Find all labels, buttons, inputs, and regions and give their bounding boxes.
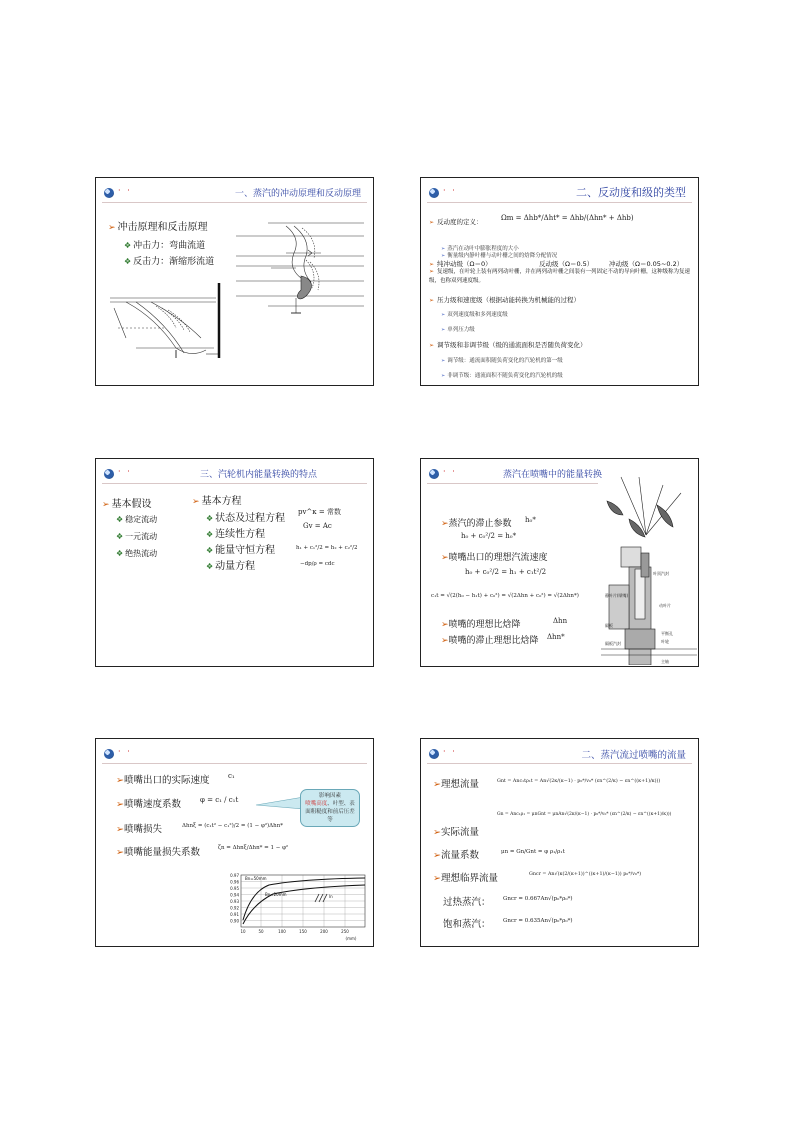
speed-coefficient-chart xyxy=(221,872,369,944)
series-label: Bn=50mm xyxy=(245,876,267,881)
x-tick: 150 xyxy=(299,929,307,934)
slide-reaction-degree xyxy=(420,177,699,386)
slide-header xyxy=(427,465,602,484)
speed-coefficient-eq: φ = c₁ / c₁t xyxy=(200,796,239,804)
actual-flow: ➢实际流量 xyxy=(433,827,479,838)
label-rotor-blade: 动叶片 xyxy=(659,603,671,608)
pressure-item: ➢ 双列速度级和多列速度级 xyxy=(441,312,508,318)
compound-stage: ➢ 复速级，在叶轮上装有两列动叶栅，并在两列动叶栅之间装有一列固定不动的导向叶栅，这种级称为复速级，也称双列速度级。 xyxy=(429,268,691,284)
label-nozzle: 静叶片(喷嘴) xyxy=(605,593,629,598)
exit-speed: ➢喷嘴出口的实际速度 xyxy=(116,775,210,786)
x-tick: 200 xyxy=(320,929,328,934)
superheated-steam: 过热蒸汽： xyxy=(443,897,491,908)
label-tip-seal: 叶顶汽封 xyxy=(653,571,669,576)
logo-text: · · xyxy=(118,747,132,756)
sub-note: ➢ 蒸汽在动叶中膨胀程度的大小 xyxy=(441,246,519,252)
label-shaft: 主轴 xyxy=(661,659,669,664)
equation-item: ❖ 状态及过程方程 xyxy=(206,513,286,524)
logo-text: · · xyxy=(443,467,457,476)
influence-factors-callout: 影响因素 喷嘴高度、叶型、表面粗糙度和前后压差等 xyxy=(300,789,360,827)
x-unit: (mm) xyxy=(345,936,357,941)
equation-item: ❖ 能量守恒方程 xyxy=(206,545,276,556)
momentum-equation: −dp/ρ = cdc xyxy=(300,561,335,567)
equation-item: ❖ 动量方程 xyxy=(206,561,256,572)
basic-equations: ➢ 基本方程 xyxy=(192,496,242,507)
y-tick: 0.90 xyxy=(230,918,239,924)
continuity-equation: Gv = Ac xyxy=(303,522,332,530)
y-tick: 0.91 xyxy=(230,912,239,917)
ln-label: ln xyxy=(329,894,333,899)
reaction-definition: ➢ 反动度的定义： xyxy=(429,218,483,226)
y-tick: 0.95 xyxy=(230,886,239,891)
exit-speed-symbol: c₁ xyxy=(228,772,235,780)
impulse-reaction-diagram xyxy=(96,178,374,386)
y-tick: 0.93 xyxy=(230,899,239,904)
bullet-heading: ➢ 冲击原理和反击原理 xyxy=(108,222,208,233)
control-stage: ➢ 调节级和非调节级（级的通流面积是否随负荷变化） xyxy=(429,341,587,349)
slide-energy-conversion xyxy=(95,458,374,667)
saturated-steam: 饱和蒸汽： xyxy=(443,919,491,930)
slide-header xyxy=(427,745,692,764)
sub-note: ➢ 衡量级内静叶栅与动叶栅之间的焓降分配情况 xyxy=(441,253,558,259)
slide-header xyxy=(102,465,367,484)
pressure-speed-stage: ➢ 压力级和速度级（根据动能转换为机械能的过程） xyxy=(429,296,581,304)
ideal-flow: ➢理想流量 xyxy=(433,779,479,790)
speed-equation: h₀ + c₀²/2 = h₁ + c₁t²/2 xyxy=(465,568,547,576)
state-equation: pv^κ = 常数 xyxy=(298,508,341,516)
slide-title: 蒸汽在喷嘴中的能量转换 xyxy=(502,470,602,480)
x-tick: 100 xyxy=(278,929,286,934)
control-item: ➢ 调节级：通流面积随负荷变化的汽轮机的第一级 xyxy=(441,358,563,364)
x-tick: 10 xyxy=(240,929,246,934)
slide-nozzle-energy xyxy=(420,458,699,667)
pressure-item: ➢ 单列压力级 xyxy=(441,327,475,333)
ideal-enthalpy-drop: ➢喷嘴的理想比焓降 xyxy=(441,620,521,630)
flow-coefficient-eq: μn = Gn/Gnt = φ ρ₁/ρ₁t xyxy=(501,849,565,855)
critical-flow: ➢理想临界流量 xyxy=(433,873,498,884)
turbine-stage-section-diagram xyxy=(601,475,697,665)
assumption-item: ❖ 绝热流动 xyxy=(116,549,158,558)
y-tick: 0.94 xyxy=(230,892,239,898)
saturated-eq: Gncr = 0.635An√(p₀*ρ₀*) xyxy=(503,918,573,924)
university-logo-icon xyxy=(104,469,114,479)
logo-text: · · xyxy=(118,467,132,476)
ideal-speed: ➢喷嘴出口的理想汽流速度 xyxy=(441,553,548,563)
slide-title: 二、蒸汽流过喷嘴的流量 xyxy=(581,750,686,761)
label-wheel: 叶轮 xyxy=(661,639,669,644)
ideal-drop-symbol: Δhn xyxy=(553,617,568,625)
energy-loss-coef: ➢喷嘴能量损失系数 xyxy=(116,847,200,858)
slide-title: 二、反动度和级的类型 xyxy=(576,186,686,199)
slide-nozzle-loss xyxy=(95,738,374,947)
reaction-stage: 反动级（Ω＝0.5） xyxy=(539,260,594,268)
speed-result-equation: c₁t = √(2(h₀ − h₁t) + c₀²) = √(2Δhn + c₀²) = √(2Δhn*) xyxy=(431,593,579,599)
reaction-formula: Ωm = Δhb*/Δht* = Δhb/(Δhn* + Δhb) xyxy=(501,214,634,222)
stag-drop-symbol: Δhn* xyxy=(547,633,565,641)
ideal-flow-eq: Gnt = Anc₁tρ₁t = An√(2κ/(κ−1) · p₀*/v₀* (εn^(2/κ) − εn^((κ+1)/κ))) xyxy=(497,779,661,784)
university-logo-icon xyxy=(429,188,439,198)
university-logo-icon xyxy=(429,749,439,759)
slide-nozzle-flow xyxy=(420,738,699,947)
stagnation-enthalpy-drop: ➢喷嘴的滞止理想比焓降 xyxy=(441,636,539,646)
critical-flow-eq: Gncr = An√(κ(2/(κ+1))^((κ+1)/(κ−1)) p₀*/v₀*) xyxy=(529,872,642,877)
bullet-item: ❖ 冲击力：弯曲流道 xyxy=(124,241,206,251)
slide-title: 一、蒸汽的冲动原理和反动原理 xyxy=(234,189,361,199)
university-logo-icon xyxy=(429,469,439,479)
control-item: ➢ 非调节级：通流面积不随负荷变化的汽轮机的级 xyxy=(441,373,563,379)
equation-item: ❖ 连续性方程 xyxy=(206,529,266,540)
energy-loss-eq: ζn = Δhnξ/Δhn* = 1 − φ² xyxy=(218,845,289,851)
assumption-item: ❖ 稳定流动 xyxy=(116,515,158,524)
bullet-item: ❖ 反击力：渐缩形流道 xyxy=(124,257,215,267)
energy-equation: h₁ + c₁²/2 = h₂ + c₂²/2 xyxy=(296,545,358,551)
speed-coefficient: ➢喷嘴速度系数 xyxy=(116,799,181,810)
superheated-eq: Gncr = 0.667An√(p₀*ρ₀*) xyxy=(503,896,573,902)
flow-coefficient: ➢流量系数 xyxy=(433,850,479,861)
nozzle-loss: ➢喷嘴损失 xyxy=(116,824,162,835)
actual-flow-eq: Gn = Anc₁ρ₁ = μnGnt = μnAn√(2κ/(κ−1) · p₀*/v₀* (εn^(2/κ) − εn^((κ+1)/κ))) xyxy=(497,812,672,817)
assumption-item: ❖ 一元流动 xyxy=(116,532,158,541)
series-label: Bn=20mm xyxy=(265,892,287,897)
slide-header xyxy=(427,184,692,203)
slide-title: 三、汽轮机内能量转换的特点 xyxy=(199,470,317,480)
logo-text: · · xyxy=(443,186,457,195)
x-tick: 250 xyxy=(341,929,349,934)
impulse-stage: 冲动级（Ω＝0.05~0.2） xyxy=(609,260,684,268)
logo-text: · · xyxy=(443,747,457,756)
label-diaphragm-seal: 隔板汽封 xyxy=(605,641,621,646)
y-tick: 0.97 xyxy=(230,873,239,878)
stagnation-params: ➢蒸汽的滞止参数 xyxy=(441,519,512,529)
pure-impulse-stage: ➢ 纯冲动级（Ω＝0） xyxy=(429,260,492,268)
label-diaphragm: 隔板 xyxy=(605,623,613,628)
basic-assumption: ➢ 基本假设 xyxy=(102,499,152,510)
y-tick: 0.92 xyxy=(230,905,239,911)
logo-text: · · xyxy=(118,186,132,195)
slide-impulse-reaction xyxy=(95,177,374,386)
nozzle-loss-eq: Δhnξ = (c₁t² − c₁²)/2 = (1 − φ²)Δhn* xyxy=(182,823,283,829)
label-balance-hole: 平衡孔 xyxy=(661,631,673,636)
x-tick: 50 xyxy=(258,929,264,934)
stagnation-equation: h₀ + c₀²/2 = h₀* xyxy=(461,532,517,540)
y-tick: 0.96 xyxy=(230,879,239,885)
stagnation-symbol: h₀* xyxy=(525,516,536,524)
